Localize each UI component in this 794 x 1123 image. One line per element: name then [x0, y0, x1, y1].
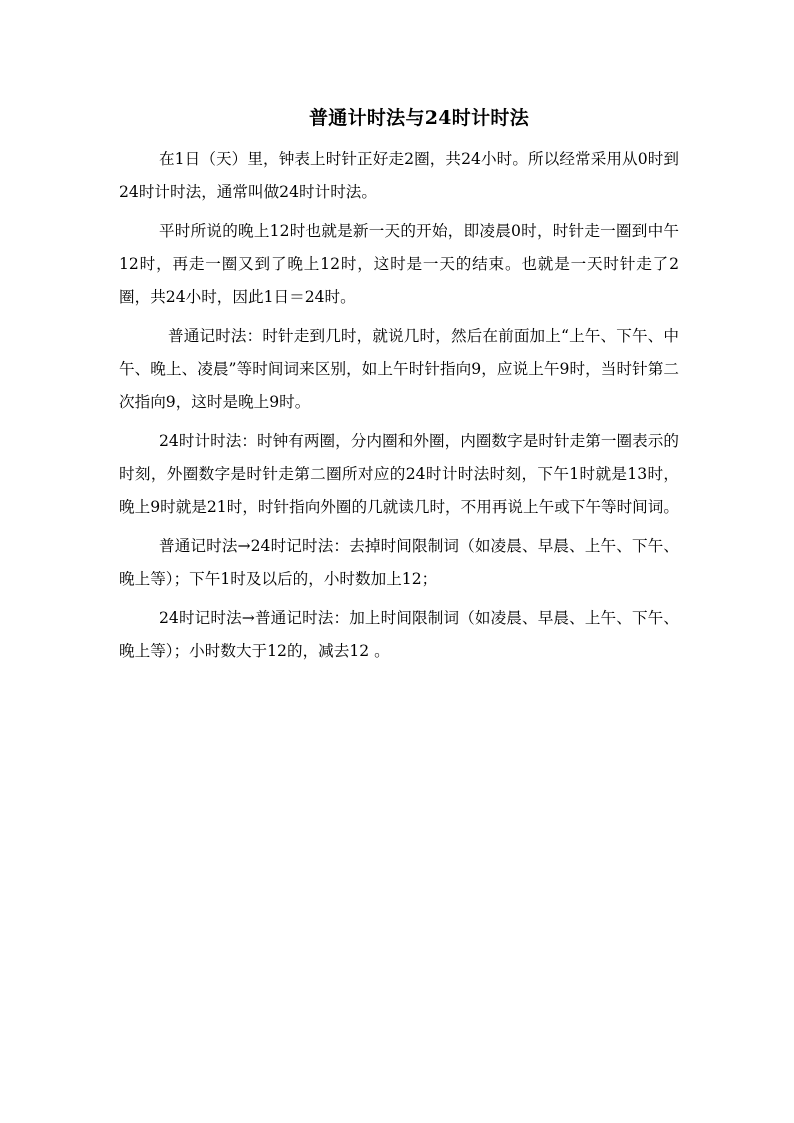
document-body — [119, 143, 679, 674]
paragraph-24-hour-method: 24时计时法：时钟有两圈，分内圈和外圈，内圈数字是时针走第一圈表示的时刻，外圈数字是时针走第二圈所对应的24时计时法时刻，下午1时就是13时，晚上9时就是21时，时针指向外圈的几就读几时，不用再说上午或下午等时间词。 — [119, 432, 679, 516]
paragraph-24-to-ordinary: 24时记时法→普通记时法：加上时间限制词（如凌晨、早晨、上午、下午、晚上等）；小时数大于12的，减去12 。 — [119, 609, 679, 660]
paragraph-day-24-hours: 在1日（天）里，钟表上时针正好走2圈，共24小时。所以经常采用从0时到24时计时法，通常叫做24时计时法。 — [119, 150, 679, 201]
paragraph-ordinary-to-24: 普通记时法→24时记时法：去掉时间限制词（如凌晨、早晨、上午、下午、晚上等）；下午1时及以后的，小时数加上12； — [119, 537, 679, 588]
document-title: 普通计时法与24时计时法 — [308, 107, 530, 129]
paragraph-day-start-end: 平时所说的晚上12时也就是新一天的开始，即凌晨0时，时针走一圈到中午12时，再走一圈又到了晚上12时，这时是一天的结束。也就是一天时针走了2圈，共24小时，因此1日＝24时。 — [119, 222, 679, 306]
paragraph-ordinary-time-method: 普通记时法：时针走到几时，就说几时，然后在前面加上“上午、下午、中午、晚上、凌晨”等时间词来区别，如上午时针指向9，应说上午9时，当时针第二次指向9，这时是晚上9时。 — [119, 327, 679, 411]
